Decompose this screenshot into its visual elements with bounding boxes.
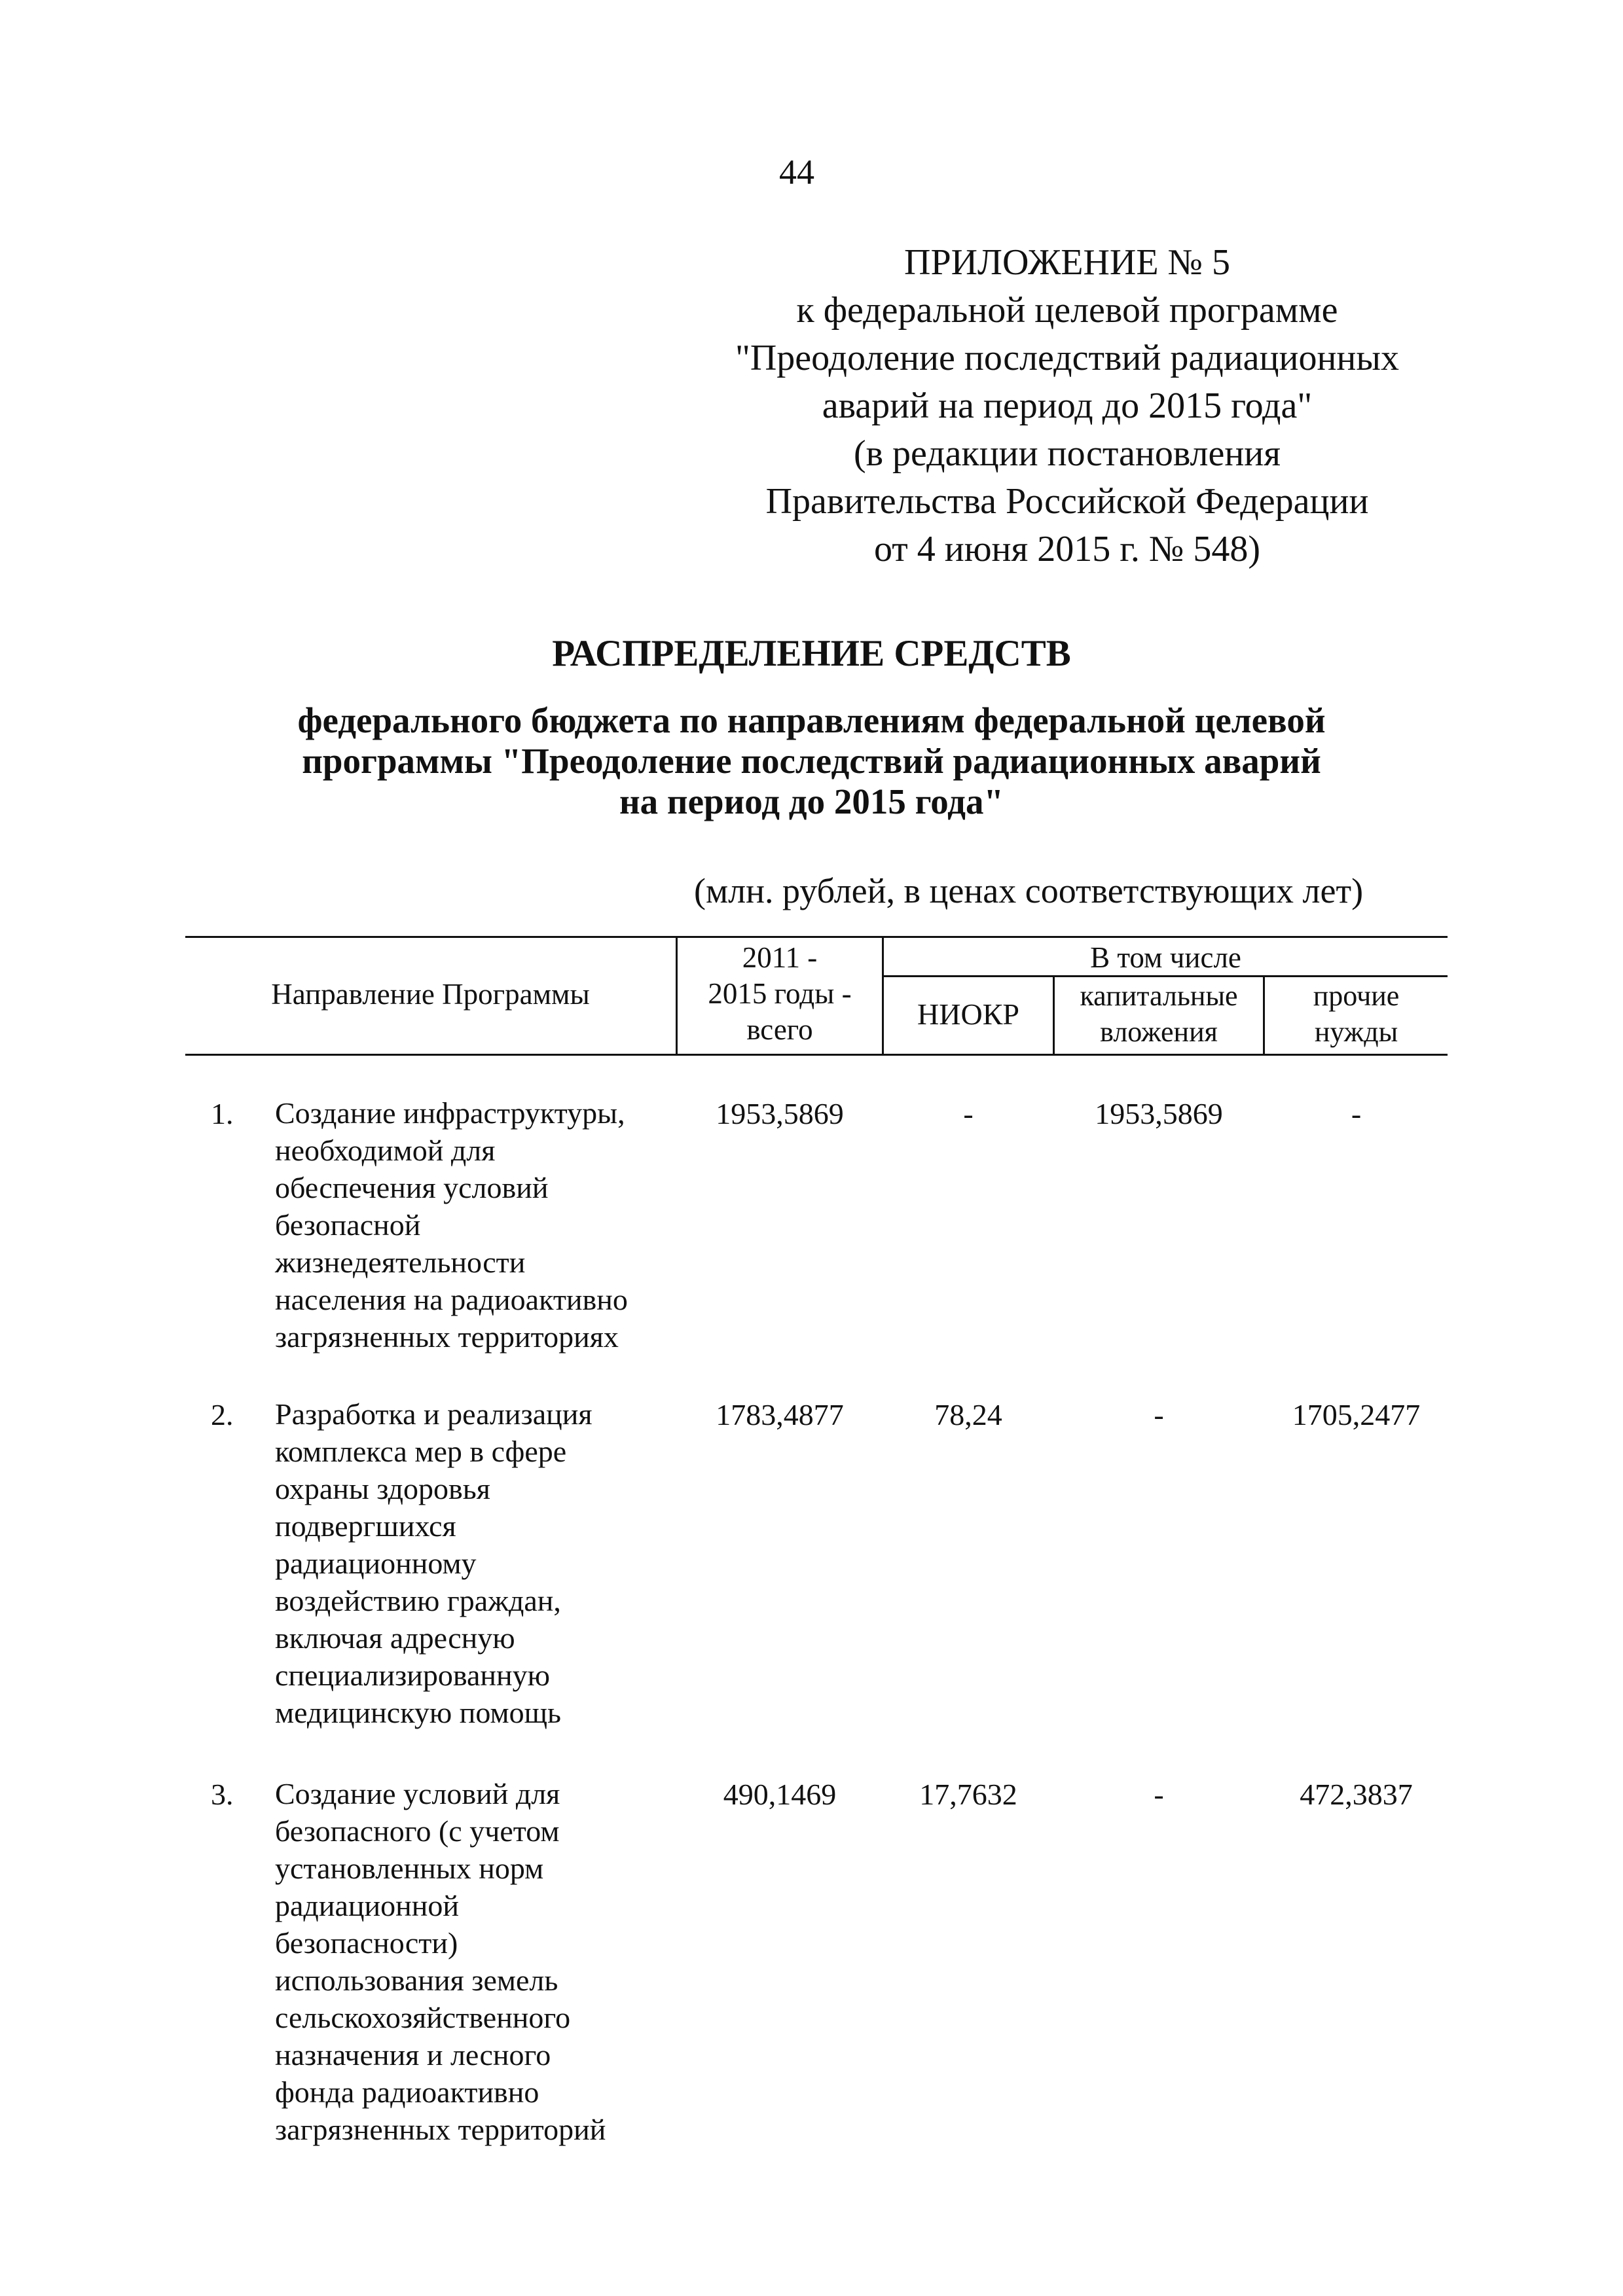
row-other: - <box>1351 1097 1362 1130</box>
row-capital: 1953,5869 <box>1095 1097 1223 1130</box>
appendix-line: Правительства Российской Федерации <box>765 481 1369 522</box>
row-niokr: - <box>963 1097 974 1130</box>
appendix-line: к федеральной целевой программе <box>796 290 1338 331</box>
header-capital: капитальные вложения <box>1080 980 1238 1048</box>
header-bottom-rule <box>185 1054 1448 1056</box>
row-niokr: 78,24 <box>934 1398 1002 1431</box>
row-total: 490,1469 <box>723 1778 837 1811</box>
row-number: 2. <box>211 1398 234 1431</box>
row-description: Создание инфраструктуры, необходимой для обеспечения условий безопасной жизнедеятельности населения на радиоактивно загрязненных территориях <box>275 1096 628 1354</box>
row-description: Разработка и реализация комплекса мер в сфере охраны здоровья подвергшихся радиационному воздействию граждан, включая адресную специализированную медицинскую помощь <box>275 1397 593 1729</box>
header-including: В том числе <box>1090 941 1241 974</box>
appendix-line: (в редакции постановления <box>853 433 1281 474</box>
appendix-header <box>642 239 1493 573</box>
table-top-rule <box>185 936 1448 938</box>
row-other: 1705,2477 <box>1292 1398 1421 1431</box>
row-niokr: 17,7632 <box>919 1778 1017 1811</box>
row-total: 1953,5869 <box>716 1097 844 1130</box>
subtitle-line: федерального бюджета по направлениям федеральной целевой <box>297 700 1326 740</box>
header-other: прочие нужды <box>1313 980 1400 1048</box>
header-niokr: НИОКР <box>917 997 1019 1031</box>
document-subtitle <box>131 700 1492 822</box>
row-number: 1. <box>211 1097 234 1130</box>
page-number: 44 <box>779 152 814 192</box>
appendix-line: аварий на период до 2015 года" <box>822 386 1313 426</box>
document-title: РАСПРЕДЕЛЕНИЕ СРЕДСТВ <box>552 633 1071 674</box>
appendix-line: "Преодоление последствий радиационных <box>735 338 1400 378</box>
row-capital: - <box>1154 1398 1164 1431</box>
subtitle-line: программы "Преодоление последствий радиационных аварий <box>302 741 1321 781</box>
row-other: 472,3837 <box>1300 1778 1413 1811</box>
row-capital: - <box>1154 1778 1164 1811</box>
units-note: (млн. рублей, в ценах соответствующих лет) <box>694 871 1364 910</box>
appendix-line: от 4 июня 2015 г. № 548) <box>874 529 1260 569</box>
appendix-line: ПРИЛОЖЕНИЕ № 5 <box>904 242 1230 283</box>
row-total: 1783,4877 <box>716 1398 844 1431</box>
header-total: 2011 - 2015 годы - всего <box>708 941 852 1046</box>
header-direction: Направление Программы <box>271 978 590 1011</box>
subtitle-line: на период до 2015 года" <box>619 781 1004 821</box>
row-description: Создание условий для безопасного (с учетом установленных норм радиационной безопасности) использования земель сельскохозяйственного назначения и лесного фонда радиоактивно загрязненных территорий <box>275 1777 606 2146</box>
row-number: 3. <box>211 1778 234 1811</box>
